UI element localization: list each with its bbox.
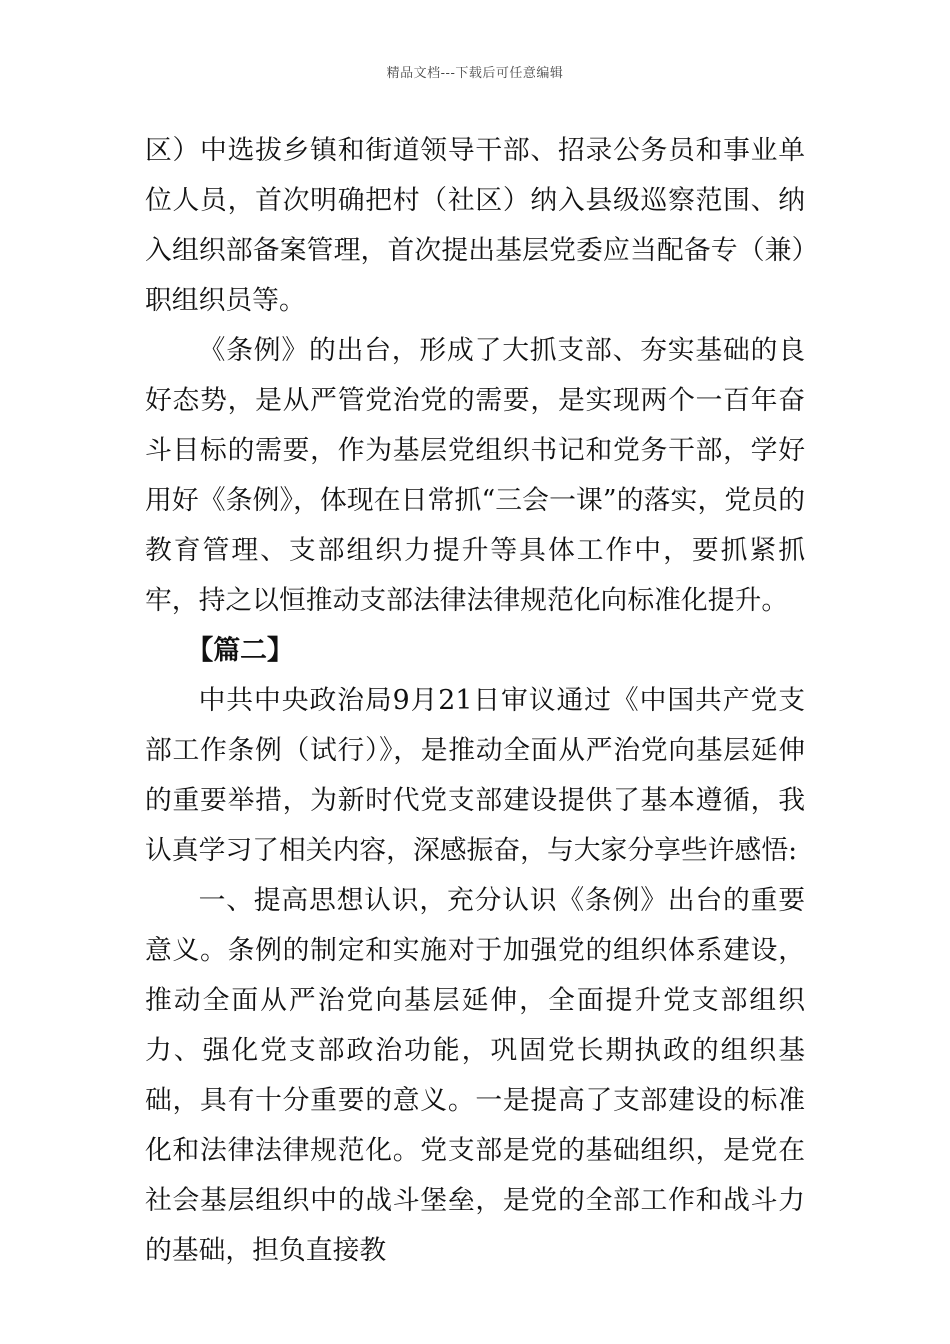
paragraph: 中共中央政治局9月21日审议通过《中国共产党支部工作条例（试行）》，是推动全面从严治党向基层延伸的重要举措，为新时代党支部建设提供了基本遵循，我认真学习了相关内容，深感振奋，与大家分享些许感悟: [145, 685, 805, 866]
paragraph: 一、提高思想认识，充分认识《条例》出台的重要意义。条例的制定和实施对于加强党的组织体系建设，推动全面从严治党向基层延伸，全面提升党支部组织力、强化党支部政治功能，巩固党长期执政的组织基础，具有十分重要的意义。一是提高了支部建设的标准化和法律法律规范化。党支部是党的基础组织，是党在社会基层组织中的战斗堡垒，是党的全部工作和战斗力的基础，担负直接教 [145, 885, 805, 1266]
page-header: 精品文档---下载后可任意编辑 [386, 66, 564, 81]
paragraph-continuation: 区）中选拔乡镇和街道领导干部、招录公务员和事业单位人员，首次明确把村（社区）纳入县级巡察范围、纳入组织部备案管理，首次提出基层党委应当配备专（兼）职组织员等。 [145, 135, 805, 316]
document-body [145, 126, 805, 1276]
paragraph: 《条例》的出台，形成了大抓支部、夯实基础的良好态势，是从严管党治党的需要，是实现两个一百年奋斗目标的需要，作为基层党组织书记和党务干部，学好用好《条例》，体现在日常抓“三会一课”的落实，党员的教育管理、支部组织力提升等具体工作中，要抓紧抓牢，持之以恒推动支部法律法律规范化向标准化提升。 [145, 335, 805, 616]
section-heading: 【篇二】 [186, 635, 294, 666]
